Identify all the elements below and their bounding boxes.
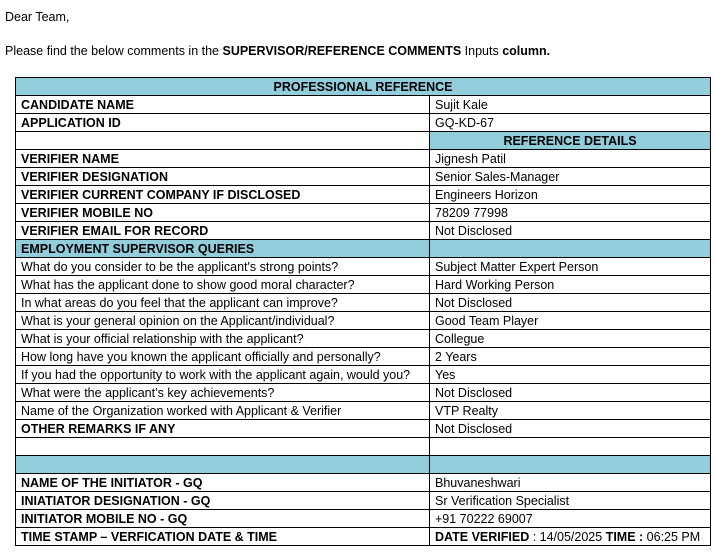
table-row bbox=[16, 366, 711, 384]
initiator-value: Sr Verification Specialist bbox=[430, 492, 711, 510]
table-row bbox=[16, 114, 711, 132]
candidate-name-value: Sujit Kale bbox=[430, 96, 711, 114]
query-answer: Collegue bbox=[430, 330, 711, 348]
table-row bbox=[16, 222, 711, 240]
table-row bbox=[16, 150, 711, 168]
table-row bbox=[16, 96, 711, 114]
verifier-value: Jignesh Patil bbox=[430, 150, 711, 168]
query-answer: Not Disclosed bbox=[430, 294, 711, 312]
query-question: What were the applicant’s key achievements? bbox=[16, 384, 430, 402]
query-answer: Subject Matter Expert Person bbox=[430, 258, 711, 276]
intro-text bbox=[5, 44, 550, 58]
query-question: What do you consider to be the applicant's strong points? bbox=[16, 258, 430, 276]
separator-cell bbox=[430, 456, 711, 474]
initiator-label: NAME OF THE INITIATOR - GQ bbox=[16, 474, 430, 492]
intro-bold-column: column. bbox=[502, 44, 551, 58]
table-title: PROFESSIONAL REFERENCE bbox=[16, 78, 711, 96]
queries-header-row bbox=[16, 240, 711, 258]
query-answer: 2 Years bbox=[430, 348, 711, 366]
professional-reference-table bbox=[15, 77, 711, 546]
reference-details-header: REFERENCE DETAILS bbox=[430, 132, 711, 150]
table-row bbox=[16, 330, 711, 348]
empty-row bbox=[16, 438, 711, 456]
table-row bbox=[16, 204, 711, 222]
query-answer: Not Disclosed bbox=[430, 384, 711, 402]
verifier-value: Not Disclosed bbox=[430, 222, 711, 240]
date-verified-label: DATE VERIFIED bbox=[435, 529, 530, 544]
verifier-label: VERIFIER EMAIL FOR RECORD bbox=[16, 222, 430, 240]
reference-details-row bbox=[16, 132, 711, 150]
table-title-row bbox=[16, 78, 711, 96]
application-id-label: APPLICATION ID bbox=[16, 114, 430, 132]
verifier-value: Senior Sales-Manager bbox=[430, 168, 711, 186]
verifier-label: VERIFIER CURRENT COMPANY IF DISCLOSED bbox=[16, 186, 430, 204]
query-answer: VTP Realty bbox=[430, 402, 711, 420]
intro-middle: Inputs bbox=[461, 44, 503, 58]
table-row bbox=[16, 186, 711, 204]
query-question: What is your official relationship with the applicant? bbox=[16, 330, 430, 348]
intro-prefix: Please find the below comments in the bbox=[5, 44, 223, 58]
time-value: 06:25 PM bbox=[643, 529, 701, 544]
empty-cell bbox=[430, 438, 711, 456]
query-answer: Good Team Player bbox=[430, 312, 711, 330]
verifier-label: VERIFIER NAME bbox=[16, 150, 430, 168]
query-question: How long have you known the applicant officially and personally? bbox=[16, 348, 430, 366]
table-row bbox=[16, 492, 711, 510]
empty-cell bbox=[16, 438, 430, 456]
initiator-label: INITIATOR MOBILE NO - GQ bbox=[16, 510, 430, 528]
queries-header: EMPLOYMENT SUPERVISOR QUERIES bbox=[16, 240, 430, 258]
queries-header-spacer bbox=[430, 240, 711, 258]
verifier-label: VERIFIER MOBILE NO bbox=[16, 204, 430, 222]
verifier-value: Engineers Horizon bbox=[430, 186, 711, 204]
table-row bbox=[16, 510, 711, 528]
verifier-value: 78209 77998 bbox=[430, 204, 711, 222]
verifier-label: VERIFIER DESIGNATION bbox=[16, 168, 430, 186]
table-row bbox=[16, 402, 711, 420]
timestamp-value bbox=[430, 528, 711, 546]
greeting: Dear Team, bbox=[5, 10, 70, 24]
timestamp-label: TIME STAMP – VERFICATION DATE & TIME bbox=[16, 528, 430, 546]
table-row bbox=[16, 384, 711, 402]
table-row bbox=[16, 276, 711, 294]
table-row bbox=[16, 348, 711, 366]
query-answer: Hard Working Person bbox=[430, 276, 711, 294]
initiator-value: +91 70222 69007 bbox=[430, 510, 711, 528]
table-row bbox=[16, 474, 711, 492]
query-question: What is your general opinion on the Applicant/individual? bbox=[16, 312, 430, 330]
table-row bbox=[16, 258, 711, 276]
application-id-value: GQ-KD-67 bbox=[430, 114, 711, 132]
initiator-value: Bhuvaneshwari bbox=[430, 474, 711, 492]
table-row bbox=[16, 312, 711, 330]
initiator-label: INIATIATOR DESIGNATION - GQ bbox=[16, 492, 430, 510]
query-question: If you had the opportunity to work with the applicant again, would you? bbox=[16, 366, 430, 384]
other-remarks-label: OTHER REMARKS IF ANY bbox=[16, 420, 430, 438]
query-question: In what areas do you feel that the applicant can improve? bbox=[16, 294, 430, 312]
separator-cell bbox=[16, 456, 430, 474]
table-row bbox=[16, 420, 711, 438]
reference-details-spacer bbox=[16, 132, 430, 150]
table-row bbox=[16, 294, 711, 312]
query-answer: Yes bbox=[430, 366, 711, 384]
time-label: TIME : bbox=[605, 529, 644, 544]
other-remarks-value: Not Disclosed bbox=[430, 420, 711, 438]
separator-row bbox=[16, 456, 711, 474]
candidate-name-label: CANDIDATE NAME bbox=[16, 96, 430, 114]
date-verified-value: : 14/05/2025 bbox=[529, 529, 606, 544]
table-row bbox=[16, 168, 711, 186]
intro-bold-column-name: SUPERVISOR/REFERENCE COMMENTS bbox=[222, 44, 462, 58]
table-row bbox=[16, 528, 711, 546]
query-question: Name of the Organization worked with Applicant & Verifier bbox=[16, 402, 430, 420]
query-question: What has the applicant done to show good moral character? bbox=[16, 276, 430, 294]
